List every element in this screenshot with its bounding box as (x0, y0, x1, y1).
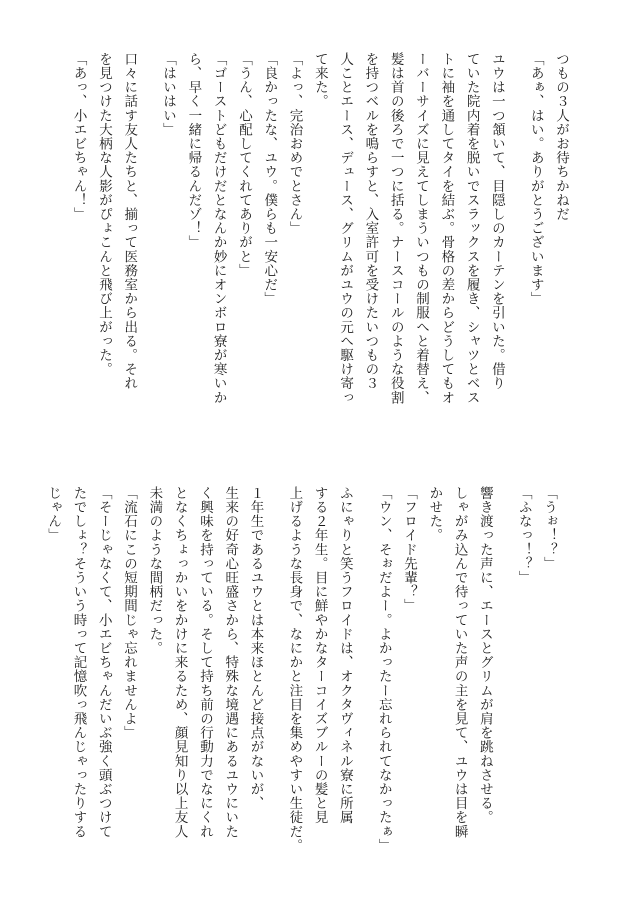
text-line: 「あぁ、はい。ありがとうございます」 (527, 52, 544, 306)
text-line: ーバーサイズに見えてしまういつもの制服へと着替え、 (413, 52, 430, 405)
text-line: 「うぉ！？」 (541, 486, 557, 571)
text-line: 「そーじゃなくて、小エビちゃんだいぶ強く頭ぶつけて (95, 486, 112, 839)
text-line: １年生であるユウとは本来ほとんど接点がないが、 (247, 486, 264, 811)
text-line: 人ことエース、デュース、グリムがユウの元へ駆け寄っ (337, 52, 354, 405)
text-line: 「あっ、小エビちゃん！」 (70, 52, 87, 222)
text-line: つもの３人がお待ちかねだ (553, 52, 569, 222)
text-line: ていた院内着を脱いでスラックスを履き、シャツとベス (463, 52, 480, 405)
text-line: 「流石にこの短期間じゃ忘れませんよ」 (121, 486, 138, 740)
text-line: 「ゴーストどもだけだとなんか妙にオンボロ寮が寒いか (210, 52, 227, 405)
text-line: 未満のような間柄だった。 (146, 486, 163, 656)
text-line: 「ウン、そぉだよー。よかったー忘れられてなかったぁ」 (375, 486, 392, 853)
text-line: 「良かったな、ユウ。僕らも一安心だ」 (261, 52, 278, 306)
text-line: 口々に話す友人たちと、揃って医務室から出る。それ (121, 52, 138, 391)
text-line: く興味を持っている。そして持ち前の行動力でなにくれ (196, 486, 213, 839)
text-line: たでしょ？そういう時って記憶吹っ飛んじゃったりする (70, 486, 87, 839)
text-line: 上げるような長身で、なにかと注目を集めやすい生徒だ。 (286, 486, 303, 853)
text-line: 「はいはい」 (160, 52, 177, 137)
text-line: 響き渡った声に、エースとグリムが肩を跳ねさせる。 (476, 486, 493, 825)
text-line: ユウは一つ頷いて、目隠しのカーテンを引いた。借り (488, 52, 505, 391)
text-line: 「フロイド先輩？」 (401, 486, 418, 613)
text-line: しゃがみ込んで待っていた声の主を見て、ユウは目を瞬 (451, 486, 468, 839)
text-line: て来た。 (311, 52, 328, 109)
text-line: 「ふなっ！？」 (515, 486, 532, 585)
text-line: ふにゃりと笑うフロイドは、オクタヴィネル寮に所属 (336, 486, 353, 825)
text-line: じゃん」 (45, 486, 62, 543)
text-line: 生来の好奇心旺盛さから、特殊な境遇にあるユウにいた (222, 486, 239, 839)
text-line: する２年生。目に鮮やかなターコイズブルーの髪と見 (311, 486, 328, 825)
text-line: を持つベルを鳴らすと、入室許可を受けたいつもの３ (362, 52, 379, 391)
text-line: 「よっ、完治おめでとさん」 (286, 52, 303, 236)
text-line: となくちょっかいをかけに来るため、顔見知り以上友人 (171, 486, 188, 839)
top-text-block (65, 52, 573, 422)
text-line: かせた。 (426, 486, 443, 543)
text-line: トに袖を通してタイを結ぶ。骨格の差からどうしてもオ (438, 52, 455, 405)
text-line: を見つけた大柄な人影がぴょこんと飛び上がった。 (95, 52, 112, 377)
text-line: 「うん、心配してくれてありがと」 (235, 52, 252, 278)
text-line: 髪は首の後ろで一つに括る。ナースコールのような役割 (387, 52, 404, 405)
bottom-text-block (40, 486, 561, 856)
text-line: ら、早く一緒に帰るんだゾ！」 (185, 52, 202, 250)
